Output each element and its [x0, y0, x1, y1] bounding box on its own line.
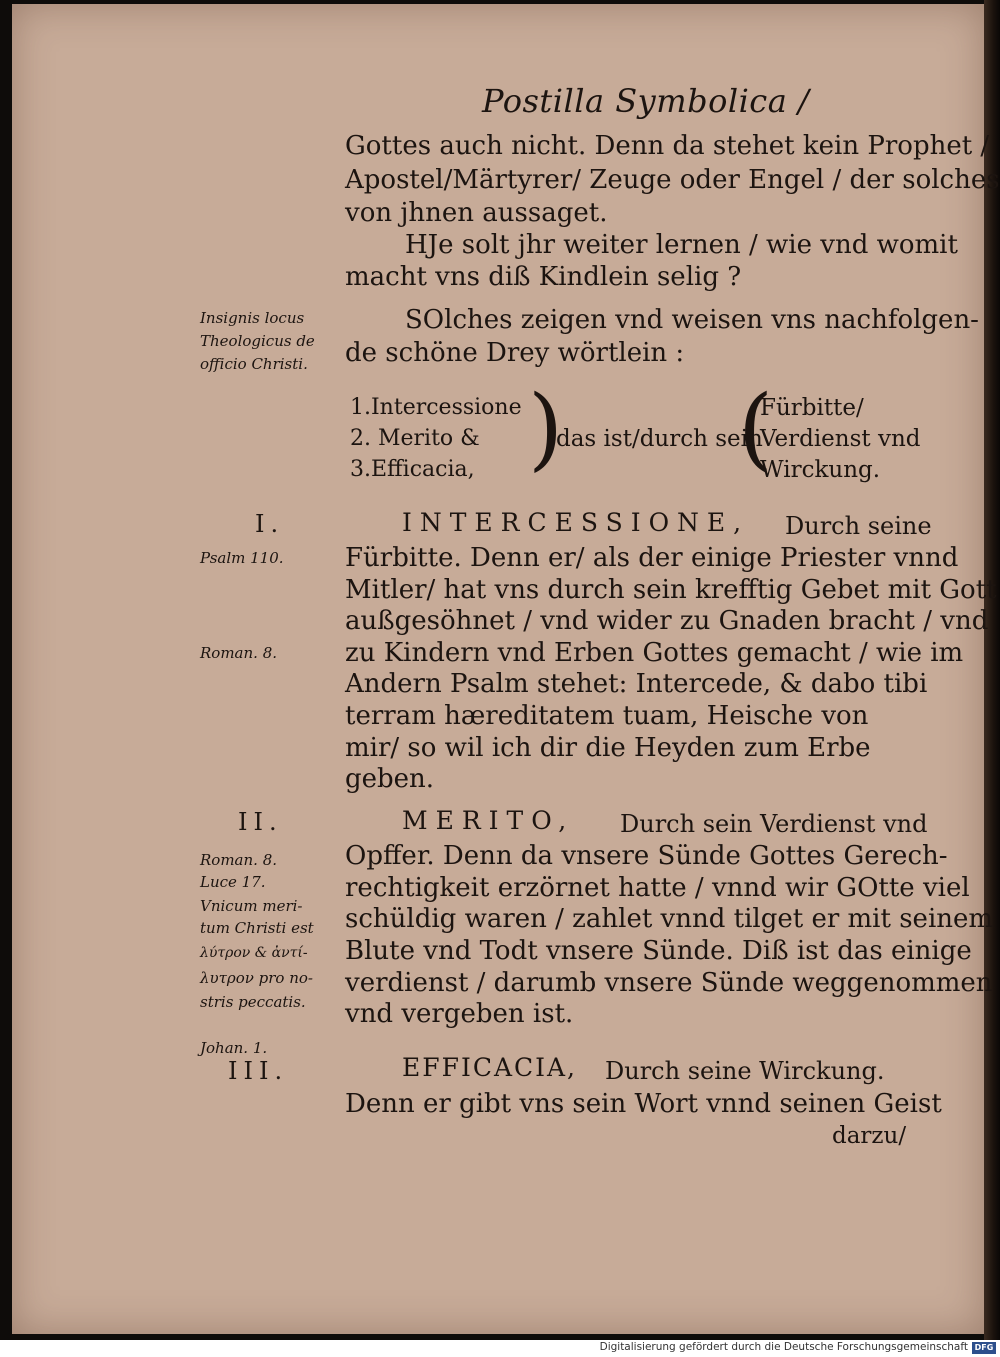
text-line: macht vns diß Kindlein selig ?: [345, 262, 742, 292]
text-line: Fürbitte. Denn er/ als der einige Priester vnnd: [345, 543, 959, 573]
text-line: Gottes auch nicht. Denn da stehet kein Prophet /: [345, 131, 990, 161]
dfg-logo: DFG: [972, 1342, 996, 1354]
section-heading: EFFICACIA,: [402, 1053, 578, 1082]
text-line: vnd vergeben ist.: [345, 999, 574, 1029]
margin-note: Insignis locus: [200, 309, 305, 327]
text-line: Apostel/Märtyrer/ Zeuge oder Engel / der solches: [345, 165, 1000, 195]
text-line: Durch seine Wirckung.: [605, 1057, 885, 1085]
list-item: Verdienst vnd: [760, 426, 921, 452]
text-line: Mitler/ hat vns durch sein krefftig Gebet mit Gott: [345, 575, 997, 605]
text-line: HJe solt jhr weiter lernen / wie vnd womit: [405, 230, 958, 260]
right-brace: (: [738, 376, 774, 481]
text-line: Opffer. Denn da vnsere Sünde Gottes Gerech-: [345, 841, 948, 871]
margin-note: tum Christi est: [200, 919, 314, 937]
list-item: 2. Merito &: [350, 426, 480, 451]
margin-reference: Roman. 8.: [200, 644, 277, 662]
section-numeral: III.: [228, 1057, 289, 1085]
text-line: geben.: [345, 764, 435, 794]
list-item: 3.Efficacia,: [350, 457, 475, 482]
section-heading: INTERCESSIONE,: [402, 508, 750, 537]
text-line: Andern Psalm stehet: Intercede, & dabo tibi: [345, 669, 928, 699]
text-line: Denn er gibt vns sein Wort vnnd seinen Geist: [345, 1089, 942, 1119]
margin-reference: Roman. 8.: [200, 851, 277, 869]
margin-note: λυτρον pro no-: [200, 969, 313, 987]
margin-note: Theologicus de: [200, 332, 315, 350]
funding-notice: Digitalisierung gefördert durch die Deutsche Forschungsgemeinschaft: [599, 1341, 968, 1353]
left-brace: ): [528, 376, 564, 481]
running-header: Postilla Symbolica /: [482, 82, 810, 120]
margin-note: stris peccatis.: [200, 993, 306, 1011]
margin-reference: Johan. 1.: [200, 1039, 268, 1057]
section-numeral: I.: [255, 510, 285, 538]
margin-note: λύτρον & ἀντί-: [200, 945, 308, 961]
footer-bar: [0, 1340, 1000, 1357]
text-line: von jhnen aussaget.: [345, 198, 608, 228]
text-line: Durch sein Verdienst vnd: [620, 810, 928, 838]
text-line: de schöne Drey wörtlein :: [345, 338, 685, 368]
catchword: darzu/: [832, 1123, 907, 1149]
list-item: 1.Intercessione: [350, 395, 522, 420]
text-line: zu Kindern vnd Erben Gottes gemacht / wie im: [345, 638, 964, 668]
text-line: SOlches zeigen vnd weisen vns nachfolgen-: [405, 305, 979, 335]
margin-reference: Psalm 110.: [200, 549, 284, 567]
list-item: Fürbitte/: [760, 395, 864, 421]
text-line: Durch seine: [785, 512, 932, 540]
text-line: mir/ so wil ich dir die Heyden zum Erbe: [345, 733, 871, 763]
section-heading: MERITO,: [402, 806, 575, 835]
text-line: terram hæreditatem tuam, Heische von: [345, 701, 869, 731]
margin-reference: Luce 17.: [200, 873, 266, 891]
text-line: rechtigkeit erzörnet hatte / vnnd wir GOtte viel: [345, 873, 970, 903]
margin-note: officio Christi.: [200, 355, 308, 373]
list-item: Wirckung.: [760, 457, 881, 483]
text-line: außgesöhnet / vnd wider zu Gnaden bracht / vnd: [345, 606, 989, 636]
margin-note: Vnicum meri-: [200, 897, 303, 915]
text-line: verdienst / darumb vnsere Sünde weggenommen: [345, 968, 993, 998]
text-line: schüldig waren / zahlet vnnd tilget er mit seinem: [345, 904, 994, 934]
text-line: Blute vnd Todt vnsere Sünde. Diß ist das einige: [345, 936, 972, 966]
list-connector: das ist/durch sein: [556, 426, 763, 452]
book-binding: [984, 0, 1000, 1340]
section-numeral: II.: [238, 808, 283, 836]
